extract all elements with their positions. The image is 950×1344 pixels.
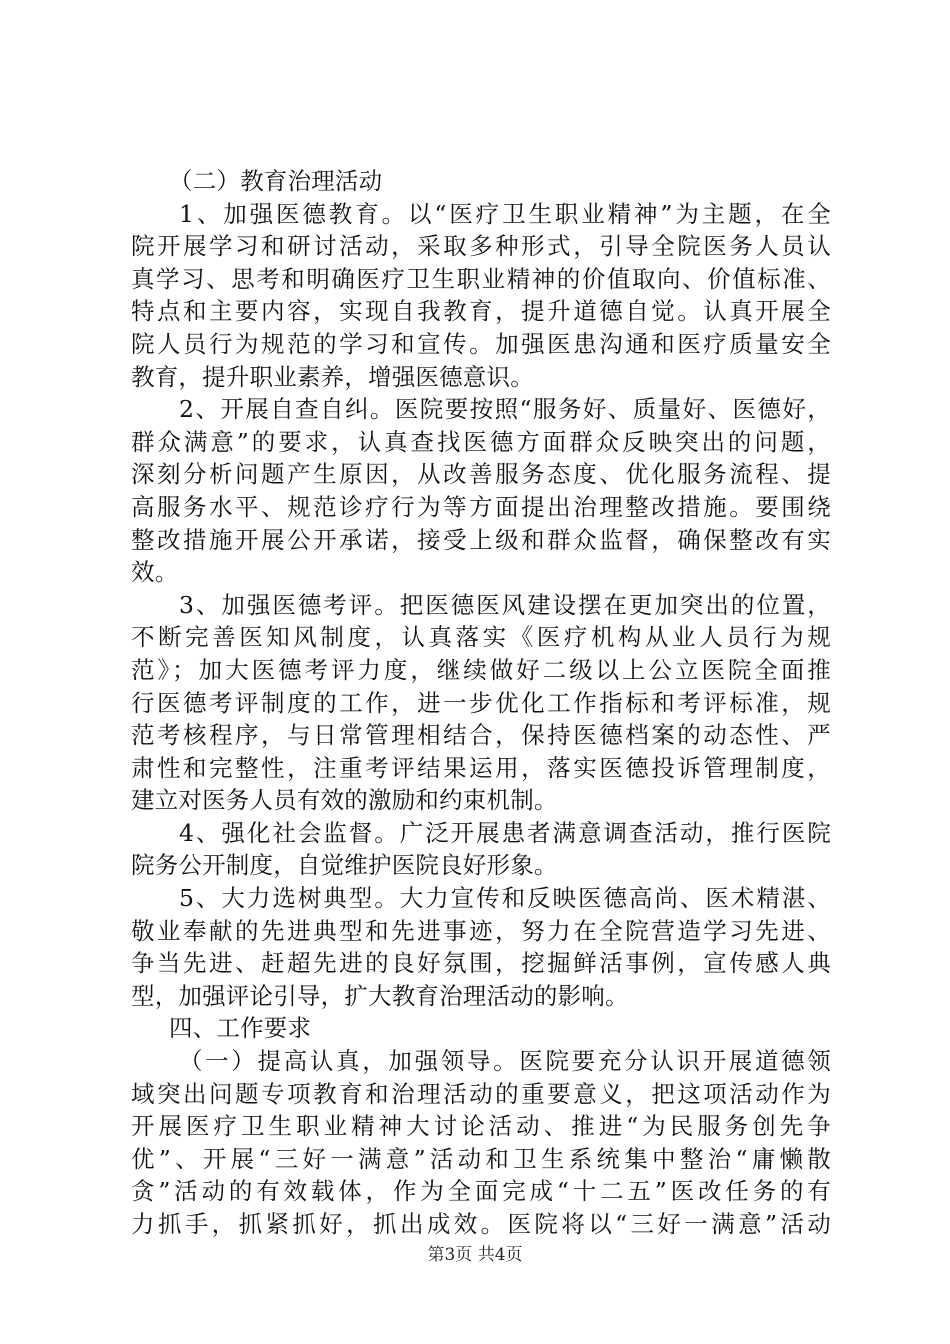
paragraph-line: 建立对医务人员有效的激励和约束机制。 bbox=[131, 786, 558, 815]
paragraph-line: 教育，提升职业素养，增强医德意识。 bbox=[131, 362, 534, 391]
paragraph-line: 院务公开制度，自觉维护医院良好形象。 bbox=[131, 851, 558, 880]
paragraph-line: 不断完善医知风制度，认真落实《医疗机构从业人员行为规 bbox=[131, 623, 831, 652]
paragraph-line: 3、加强医德考评。把医德医风建设摆在更加突出的位置， bbox=[179, 590, 831, 619]
paragraph-line: 真学习、思考和明确医疗卫生职业精神的价值取向、价值标准、 bbox=[131, 264, 831, 293]
paragraph-line: 4、强化社会监督。广泛开展患者满意调查活动，推行医院 bbox=[179, 818, 831, 847]
document-body bbox=[131, 165, 831, 1241]
paragraph-line: 群众满意”的要求，认真查找医德方面群众反映突出的问题， bbox=[131, 427, 831, 456]
paragraph-line: 深刻分析问题产生原因，从改善服务态度、优化服务流程、提 bbox=[131, 460, 831, 489]
paragraph-line: （一）提高认真，加强领导。医院要充分认识开展道德领 bbox=[179, 1047, 831, 1076]
paragraph-line: 优”、开展“三好一满意”活动和卫生系统集中整治“庸懒散 bbox=[131, 1144, 831, 1173]
paragraph-line: 特点和主要内容，实现自我教育，提升道德自觉。认真开展全 bbox=[131, 297, 831, 326]
paragraph-line: 范考核程序，与日常管理相结合，保持医德档案的动态性、严 bbox=[131, 721, 831, 750]
paragraph-line: 1、加强医德教育。以“医疗卫生职业精神”为主题，在全 bbox=[179, 199, 831, 228]
paragraph-line: 开展医疗卫生职业精神大讨论活动、推进“为民服务创先争 bbox=[131, 1112, 831, 1141]
paragraph-line: 范》；加大医德考评力度，继续做好二级以上公立医院全面推 bbox=[131, 655, 831, 684]
paragraph-line: 贪”活动的有效载体，作为全面完成“十二五”医改任务的有 bbox=[131, 1177, 831, 1206]
paragraph-line: 效。 bbox=[131, 558, 179, 587]
paragraph-line: 院开展学习和研讨活动，采取多种形式，引导全院医务人员认 bbox=[131, 232, 831, 261]
paragraph-line: 2、开展自查自纠。医院要按照“服务好、质量好、医德好， bbox=[179, 395, 831, 424]
section-heading: 四、工作要求 bbox=[169, 1014, 312, 1043]
paragraph-line: 高服务水平、规范诊疗行为等方面提出治理整改措施。要围绕 bbox=[131, 492, 831, 521]
section-heading: （二）教育治理活动 bbox=[169, 167, 383, 195]
paragraph-line: 域突出问题专项教育和治理活动的重要意义，把这项活动作为 bbox=[131, 1079, 831, 1108]
paragraph-line: 敬业奉献的先进典型和先进事迹，努力在全院营造学习先进、 bbox=[131, 916, 831, 945]
paragraph-line: 肃性和完整性，注重考评结果运用，落实医德投诉管理制度， bbox=[131, 753, 831, 782]
paragraph-line: 院人员行为规范的学习和宣传。加强医患沟通和医疗质量安全 bbox=[131, 329, 831, 358]
paragraph-line: 争当先进、赶超先进的良好氛围，挖掘鲜活事例，宣传感人典 bbox=[131, 949, 831, 978]
paragraph-line: 整改措施开展公开承诺，接受上级和群众监督，确保整改有实 bbox=[131, 525, 831, 554]
paragraph-line: 行医德考评制度的工作，进一步优化工作指标和考评标准，规 bbox=[131, 688, 831, 717]
paragraph-line: 力抓手，抓紧抓好，抓出成效。医院将以“三好一满意”活动 bbox=[131, 1210, 831, 1238]
paragraph-line: 5、大力选树典型。大力宣传和反映医德高尚、医术精湛、 bbox=[179, 884, 831, 913]
paragraph-line: 型，加强评论引导，扩大教育治理活动的影响。 bbox=[131, 981, 629, 1010]
page-number-footer: 第3页 共4页 bbox=[427, 1245, 523, 1265]
